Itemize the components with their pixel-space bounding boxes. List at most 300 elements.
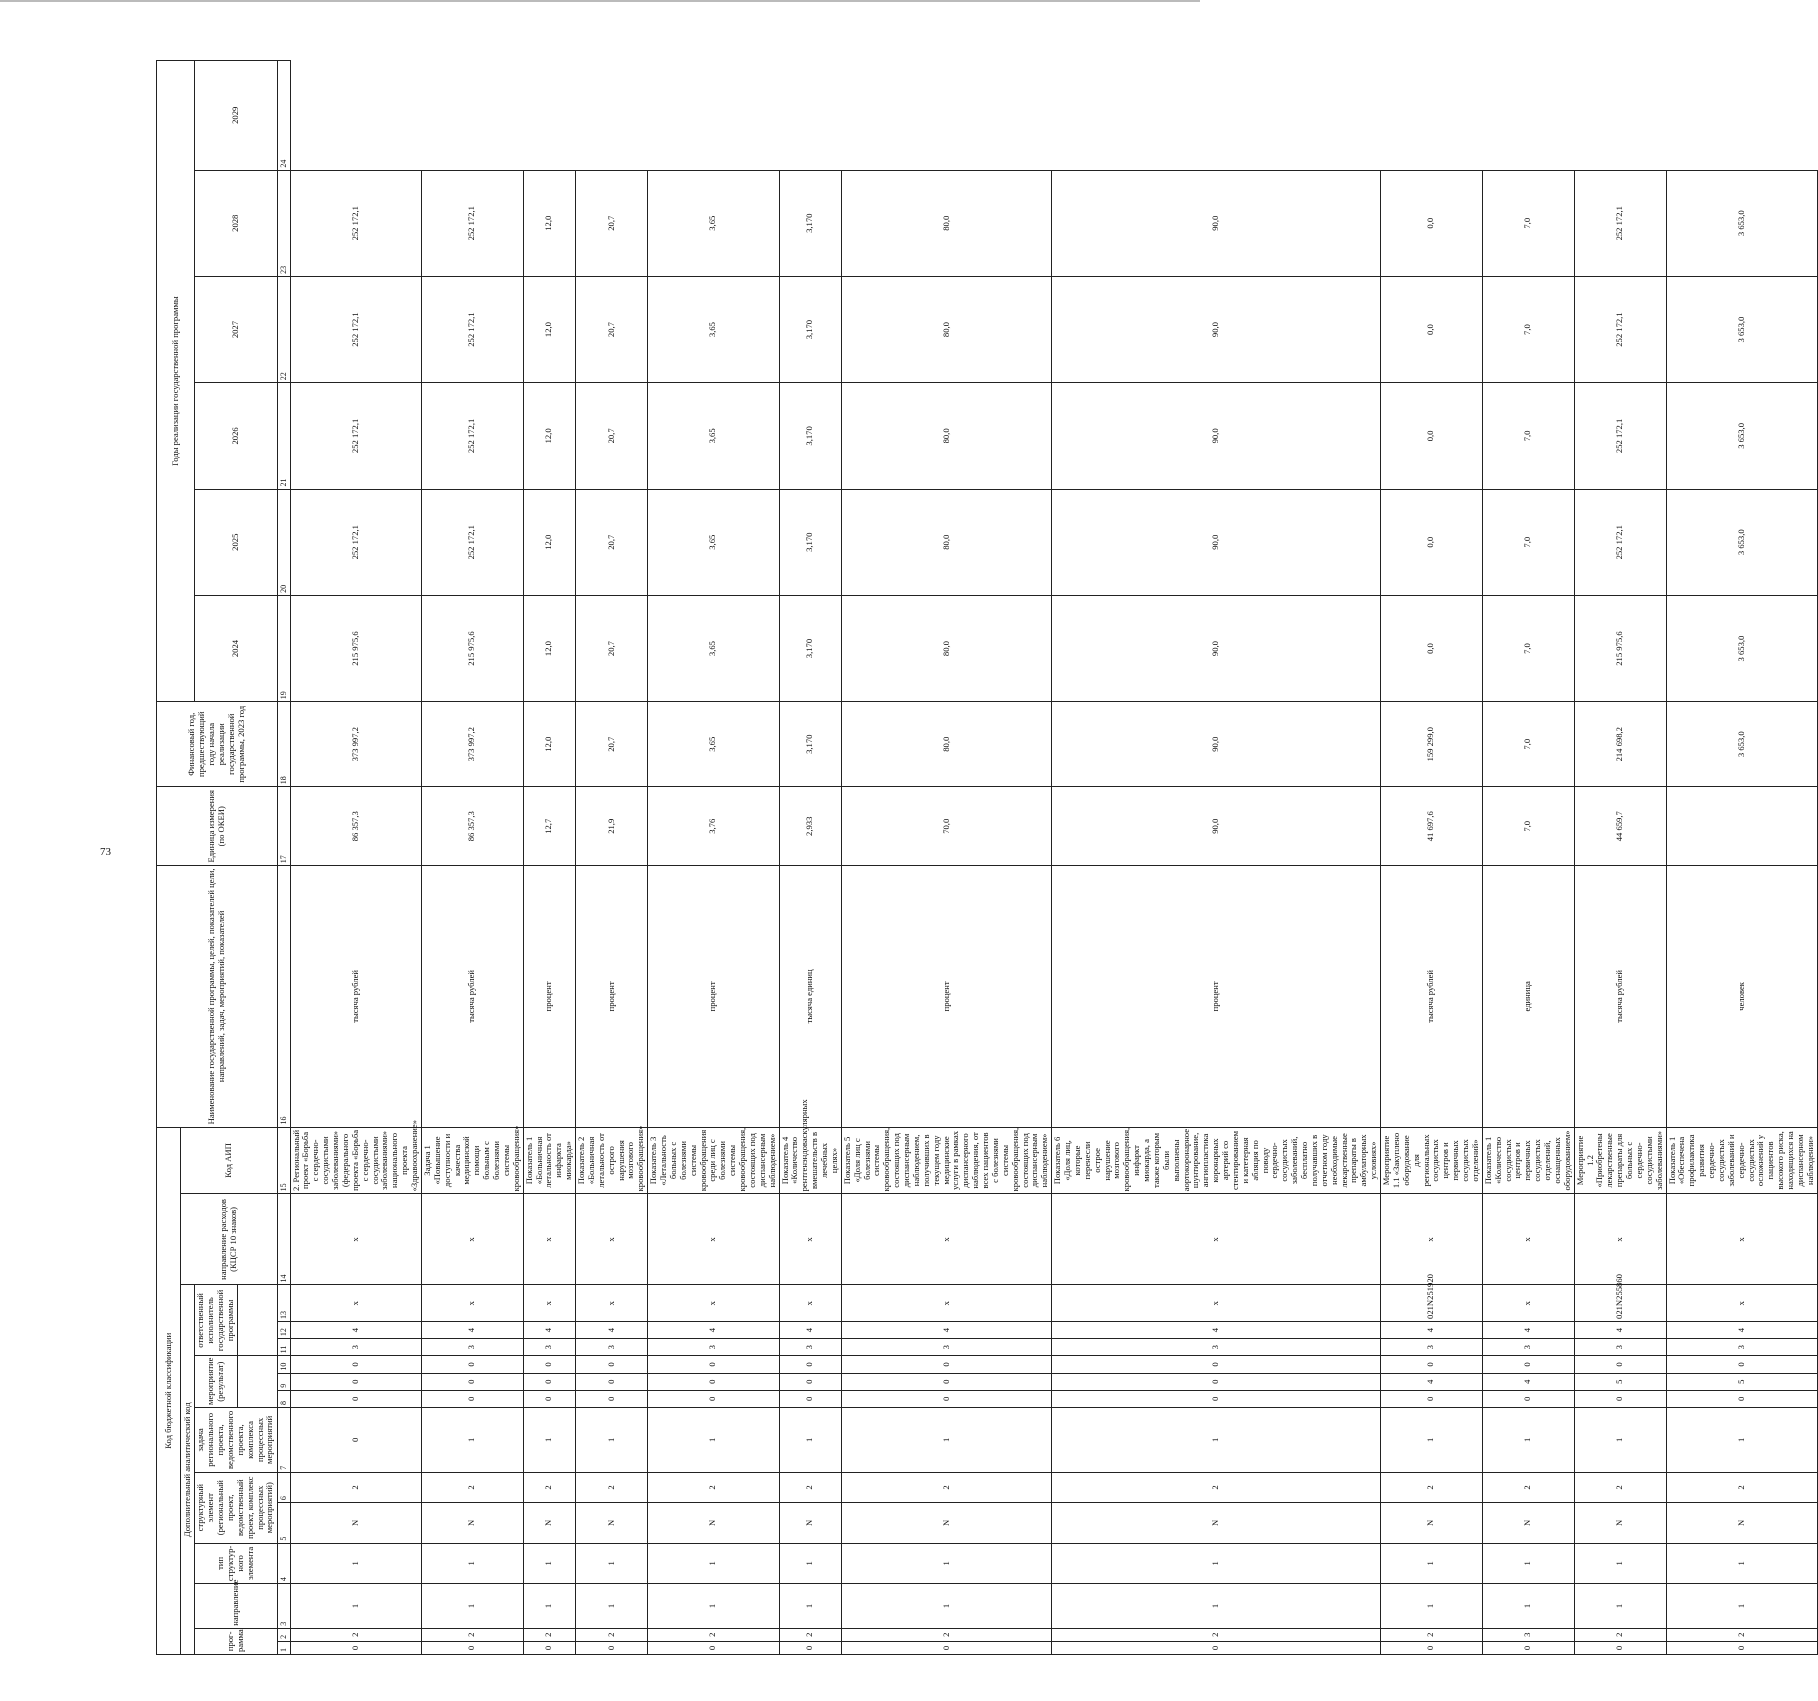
year-value-cell: 80,0	[841, 276, 1051, 382]
table-row	[290, 61, 421, 1655]
code-cell: 1	[841, 1543, 1051, 1584]
column-number: 22	[277, 276, 290, 382]
program-indicators-table	[156, 60, 1818, 1655]
code-cell: 1	[1482, 1543, 1574, 1584]
fin-year-value-cell	[1666, 787, 1817, 866]
code-cell: 0	[779, 1356, 841, 1373]
code-cell: 4	[576, 1321, 648, 1338]
code-cell: 0	[421, 1390, 523, 1407]
code-cell: 0	[779, 1390, 841, 1407]
year-value-cell: 12,0	[523, 276, 575, 382]
year-value-cell: 3,65	[648, 276, 779, 382]
task-header: задача регионального проекта, ведомственного проекта, комплекса процессных мероприятий	[195, 1407, 278, 1472]
fin-year-value-cell: 7,0	[1482, 787, 1574, 866]
rotated-table-container	[156, 60, 1815, 1655]
unit-cell: процент	[648, 866, 779, 1127]
year-value-cell: 90,0	[1052, 276, 1381, 382]
year-value-cell: 12,0	[523, 702, 575, 787]
unit-cell: тысяча рублей	[421, 866, 523, 1127]
code-cell: 3	[1482, 1339, 1574, 1356]
code-cell: 1	[576, 1584, 648, 1629]
column-number: 23	[277, 170, 290, 276]
code-cell: 1	[648, 1407, 779, 1472]
code-cell: 3	[523, 1339, 575, 1356]
code-cell: N	[1574, 1503, 1666, 1544]
code-cell: N	[523, 1503, 575, 1544]
code-cell: х	[648, 1194, 779, 1285]
code-cell: 3	[1482, 1628, 1574, 1641]
code-cell: 0	[576, 1356, 648, 1373]
unit-header: Единица измерения (по ОКЕИ)	[157, 787, 278, 866]
code-cell: 1	[576, 1543, 648, 1584]
year-value-cell: 214 698,2	[1574, 702, 1666, 787]
fin-year-value-cell: 12,7	[523, 787, 575, 866]
unit-cell: процент	[576, 866, 648, 1127]
code-cell: 0	[1381, 1641, 1483, 1654]
column-number: 21	[277, 383, 290, 489]
year-value-cell: 7,0	[1482, 383, 1574, 489]
code-cell: х	[1666, 1285, 1817, 1321]
column-number: 12	[277, 1321, 290, 1338]
year-value-cell: 0,0	[1381, 170, 1483, 276]
year-value-cell: 80,0	[841, 170, 1051, 276]
code-cell: 0	[779, 1373, 841, 1390]
year-value-cell: 20,7	[576, 383, 648, 489]
code-cell: 3	[290, 1339, 421, 1356]
year-value-cell: 7,0	[1482, 170, 1574, 276]
code-cell: 4	[1666, 1321, 1817, 1338]
indicator-name-cell: Показатель 1 «Обеспечена профилактика развития сердечно-сосудистых заболеваний и сердечно-сосудистых осложнений у пациентов высокого риска, находящихся на диспансерном наблюдении»	[1666, 1127, 1817, 1194]
year-value-cell: 252 172,1	[421, 383, 523, 489]
code-cell: 2	[1381, 1628, 1483, 1641]
year-value-cell: 0,0	[1381, 276, 1483, 382]
table-row	[841, 61, 1051, 1655]
executor-header: ответственный исполнитель государственной программы	[195, 1285, 238, 1356]
code-cell: 1	[523, 1407, 575, 1472]
code-cell: N	[576, 1503, 648, 1544]
code-cell: 0	[1482, 1641, 1574, 1654]
year-value-cell: 3,170	[779, 595, 841, 701]
code-cell: 4	[1381, 1373, 1483, 1390]
code-cell: N	[1381, 1503, 1483, 1544]
year-value-cell: 12,0	[523, 595, 575, 701]
column-number: 6	[277, 1472, 290, 1502]
year-value-cell: 215 975,6	[421, 595, 523, 701]
code-cell: 0	[1052, 1356, 1381, 1373]
table-body	[277, 61, 1817, 1655]
table-row	[1381, 61, 1483, 1655]
year-2027-header: 2027	[195, 276, 278, 382]
column-number: 9	[277, 1373, 290, 1390]
code-cell: 1	[1574, 1543, 1666, 1584]
code-cell: х	[1052, 1285, 1381, 1321]
code-cell: 1	[779, 1584, 841, 1629]
year-value-cell: 3,170	[779, 489, 841, 595]
code-cell: 2	[1574, 1472, 1666, 1502]
code-cell: 1	[523, 1543, 575, 1584]
code-cell: 5	[1574, 1373, 1666, 1390]
year-value-cell: 159 299,0	[1381, 702, 1483, 787]
table-row	[648, 61, 779, 1655]
code-cell: 2	[576, 1472, 648, 1502]
code-cell: 0	[523, 1641, 575, 1654]
code-cell: х	[523, 1194, 575, 1285]
code-cell: 1	[1666, 1584, 1817, 1629]
year-value-cell: 7,0	[1482, 595, 1574, 701]
year-value-cell: 20,7	[576, 702, 648, 787]
code-cell: 0	[523, 1390, 575, 1407]
code-cell: 2	[421, 1472, 523, 1502]
code-cell: 0	[421, 1356, 523, 1373]
code-cell: 1	[1052, 1584, 1381, 1629]
executor-subheader-spacer	[237, 1285, 277, 1356]
code-cell: 0	[1666, 1356, 1817, 1373]
code-cell: 2	[290, 1472, 421, 1502]
code-cell: 4	[1052, 1321, 1381, 1338]
program-header: прог-рамма	[195, 1628, 278, 1654]
code-cell: 1	[1381, 1543, 1483, 1584]
code-cell: 1	[523, 1584, 575, 1629]
indicator-name-cell: Показатель 6 «Доля лиц, которые перенесли острое нарушение мозгового кровообращения, инфаркт миокарда, а также которым были выполнены аортокоронарное шунтирование, ангиопластика коронарных артерий со стентированием и катетерная абляция по поводу сердечно-сосудистых заболеваний, бесплатно получавших в отчетном году необходимые лекарственные препараты в амбулаторных условиях»	[1052, 1127, 1381, 1194]
code-cell: х	[523, 1285, 575, 1321]
year-value-cell: 0,0	[1381, 383, 1483, 489]
code-cell: 0	[1666, 1641, 1817, 1654]
table-row	[1482, 61, 1574, 1655]
code-cell: 2	[1574, 1628, 1666, 1641]
code-cell: 2	[523, 1472, 575, 1502]
year-value-cell: 90,0	[1052, 383, 1381, 489]
year-value-cell: 3 653,0	[1666, 383, 1817, 489]
code-cell: 0	[1574, 1390, 1666, 1407]
table-row	[523, 61, 575, 1655]
year-value-cell: 3,170	[779, 702, 841, 787]
code-cell: 0	[421, 1641, 523, 1654]
code-cell: 2	[648, 1628, 779, 1641]
code-cell: 1	[421, 1584, 523, 1629]
year-value-cell: 80,0	[841, 595, 1051, 701]
year-value-cell: 252 172,1	[290, 383, 421, 489]
year-value-cell: 373 997,2	[421, 702, 523, 787]
column-number: 8	[277, 1390, 290, 1407]
year-value-cell: 12,0	[523, 489, 575, 595]
code-cell: N	[648, 1503, 779, 1544]
code-cell: 1	[421, 1543, 523, 1584]
code-cell: 0	[1381, 1390, 1483, 1407]
year-value-cell: 252 172,1	[1574, 489, 1666, 595]
column-number-row	[277, 61, 290, 1655]
code-cell: 0	[523, 1373, 575, 1390]
code-cell: 1	[576, 1407, 648, 1472]
code-cell: 1	[1381, 1407, 1483, 1472]
code-cell: х	[576, 1194, 648, 1285]
code-cell: 3	[1052, 1339, 1381, 1356]
code-cell: 1	[1052, 1407, 1381, 1472]
code-cell: 0	[523, 1356, 575, 1373]
year-value-cell: 7,0	[1482, 702, 1574, 787]
year-value-cell: 215 975,6	[1574, 595, 1666, 701]
code-cell: 1	[1574, 1407, 1666, 1472]
code-cell: 3	[1381, 1339, 1483, 1356]
column-number: 15	[277, 1127, 290, 1194]
code-cell: 2	[841, 1472, 1051, 1502]
page-top-edge	[0, 0, 1200, 2]
direction-header: направление	[195, 1584, 278, 1629]
code-cell: N	[1482, 1503, 1574, 1544]
code-cell: 0	[1381, 1356, 1483, 1373]
aip-code-header: Код АИП	[181, 1127, 278, 1194]
year-value-cell: 252 172,1	[421, 276, 523, 382]
table-row	[576, 61, 648, 1655]
year-value-cell: 7,0	[1482, 276, 1574, 382]
code-cell: 4	[779, 1321, 841, 1338]
code-cell: 2	[779, 1628, 841, 1641]
code-cell: 2	[1666, 1472, 1817, 1502]
code-cell: 4	[841, 1321, 1051, 1338]
table-row	[421, 61, 523, 1655]
fin-year-value-cell: 21,9	[576, 787, 648, 866]
code-cell: 0	[576, 1373, 648, 1390]
unit-cell: тысяча рублей	[1381, 866, 1483, 1127]
year-value-cell: 3 653,0	[1666, 595, 1817, 701]
code-cell: 4	[1482, 1321, 1574, 1338]
year-value-cell: 12,0	[523, 170, 575, 276]
code-cell: 4	[523, 1321, 575, 1338]
column-number: 11	[277, 1339, 290, 1356]
code-cell: 0	[1052, 1641, 1381, 1654]
code-cell: 0	[1052, 1390, 1381, 1407]
code-cell: N	[841, 1503, 1051, 1544]
code-cell: 1	[1574, 1584, 1666, 1629]
fin-year-value-cell: 41 697,6	[1381, 787, 1483, 866]
column-number: 4	[277, 1543, 290, 1584]
code-cell: 3	[648, 1339, 779, 1356]
year-value-cell: 252 172,1	[421, 170, 523, 276]
code-cell: х	[421, 1285, 523, 1321]
year-value-cell: 3,170	[779, 383, 841, 489]
code-cell: х	[1482, 1194, 1574, 1285]
year-value-cell: 7,0	[1482, 489, 1574, 595]
code-cell: 021N251920	[1381, 1285, 1483, 1321]
indicator-name-cell: Показатель 1 «Больничная летальность от инфаркта миокарда»	[523, 1127, 575, 1194]
year-2026-header: 2026	[195, 383, 278, 489]
code-cell: 0	[576, 1641, 648, 1654]
code-cell: х	[421, 1194, 523, 1285]
code-cell: х	[1381, 1194, 1483, 1285]
expense-direction-header: направление расходов (КЦСР 10 знаков)	[181, 1194, 278, 1285]
code-cell: 2	[1666, 1628, 1817, 1641]
code-cell: 1	[1666, 1543, 1817, 1584]
code-cell: х	[1482, 1285, 1574, 1321]
year-value-cell: 3 653,0	[1666, 489, 1817, 595]
column-number: 5	[277, 1503, 290, 1544]
code-cell: 3	[576, 1339, 648, 1356]
code-cell: 1	[421, 1407, 523, 1472]
year-value-cell: 3 653,0	[1666, 170, 1817, 276]
column-number: 18	[277, 702, 290, 787]
unit-cell: процент	[841, 866, 1051, 1127]
year-value-cell: 3,170	[779, 276, 841, 382]
column-number: 19	[277, 595, 290, 701]
year-2028-header: 2028	[195, 170, 278, 276]
code-cell: 3	[1666, 1339, 1817, 1356]
code-cell: 2	[576, 1628, 648, 1641]
code-cell: 4	[290, 1321, 421, 1338]
year-value-cell: 20,7	[576, 276, 648, 382]
year-value-cell: 90,0	[1052, 170, 1381, 276]
code-cell: 1	[779, 1543, 841, 1584]
code-cell: х	[1666, 1194, 1817, 1285]
years-group-header: Годы реализации государственной программы	[157, 61, 195, 702]
code-cell: 0	[1666, 1390, 1817, 1407]
column-number: 2	[277, 1628, 290, 1641]
code-cell: 1	[1381, 1584, 1483, 1629]
code-cell: 0	[290, 1407, 421, 1472]
year-value-cell: 12,0	[523, 383, 575, 489]
code-cell: 0	[1052, 1373, 1381, 1390]
table-row	[779, 61, 841, 1655]
code-cell: 0	[841, 1373, 1051, 1390]
year-value-cell: 3 653,0	[1666, 276, 1817, 382]
year-value-cell: 3,65	[648, 170, 779, 276]
year-value-cell: 90,0	[1052, 489, 1381, 595]
year-value-cell: 80,0	[841, 489, 1051, 595]
unit-cell: тысяча рублей	[290, 866, 421, 1127]
year-value-cell: 3,65	[648, 489, 779, 595]
year-value-cell: 252 172,1	[1574, 383, 1666, 489]
year-value-cell: 3,170	[779, 170, 841, 276]
code-cell: 0	[648, 1356, 779, 1373]
fin-year-value-cell: 44 659,7	[1574, 787, 1666, 866]
column-number: 17	[277, 787, 290, 866]
year-value-cell: 20,7	[576, 595, 648, 701]
code-cell: х	[779, 1194, 841, 1285]
indicator-name-cell: 2. Региональный проект «Борьба с сердечно-сосудистыми заболеваниями» (федерального проекта «Борьба с сердечно-сосудистыми заболеваниями» национального проекта «Здравоохранение»	[290, 1127, 421, 1194]
code-cell: 0	[648, 1373, 779, 1390]
code-cell: 0	[1482, 1356, 1574, 1373]
code-cell: 1	[648, 1584, 779, 1629]
unit-cell: единица	[1482, 866, 1574, 1127]
code-cell: 2	[648, 1472, 779, 1502]
code-cell: 0	[648, 1641, 779, 1654]
code-cell: х	[841, 1194, 1051, 1285]
code-cell: 0	[576, 1390, 648, 1407]
year-value-cell: 3,65	[648, 595, 779, 701]
code-cell: 2	[1052, 1628, 1381, 1641]
fin-year-value-cell: 90,0	[1052, 787, 1381, 866]
indicator-name-cell: Задача 1 «Повышение доступности и качества медицинской помощи больным с болезнями системы кровообращения»	[421, 1127, 523, 1194]
additional-code-header: Дополнительный аналитический код	[181, 1285, 195, 1655]
year-value-cell: 252 172,1	[290, 276, 421, 382]
year-value-cell: 3 653,0	[1666, 702, 1817, 787]
code-cell: х	[290, 1285, 421, 1321]
code-cell: 0	[290, 1356, 421, 1373]
year-value-cell: 90,0	[1052, 595, 1381, 701]
table-row	[1052, 61, 1381, 1655]
year-value-cell: 252 172,1	[421, 489, 523, 595]
code-cell: х	[841, 1285, 1051, 1321]
column-number: 3	[277, 1584, 290, 1629]
code-cell: 5	[1666, 1373, 1817, 1390]
year-value-cell: 90,0	[1052, 702, 1381, 787]
code-cell: 4	[1482, 1373, 1574, 1390]
year-value-cell: 215 975,6	[290, 595, 421, 701]
code-cell: 0	[841, 1641, 1051, 1654]
table-row	[1666, 61, 1817, 1655]
code-cell: 3	[841, 1339, 1051, 1356]
code-cell: 0	[841, 1390, 1051, 1407]
year-value-cell: 3,65	[648, 702, 779, 787]
year-value-cell: 0,0	[1381, 489, 1483, 595]
code-cell: 2	[841, 1628, 1051, 1641]
indicator-name-cell: Показатель 1 «Количество сосудистых центров и первичных сосудистых отделений, оснащенных оборудованием»	[1482, 1127, 1574, 1194]
code-cell: 4	[1574, 1321, 1666, 1338]
year-value-cell: 252 172,1	[1574, 170, 1666, 276]
code-cell: 0	[779, 1641, 841, 1654]
code-cell: N	[1666, 1503, 1817, 1544]
code-cell: 021N255860	[1574, 1285, 1666, 1321]
year-value-cell: 252 172,1	[1574, 276, 1666, 382]
event-subheader-spacer	[237, 1356, 277, 1408]
column-number: 10	[277, 1356, 290, 1373]
indicator-name-cell: Показатель 5 «Доля лиц с болезнями системы кровообращения, состоящих под диспансерным наблюдением, получивших в текущем году медицинские услуги в рамках диспансерного наблюдения, от всех пациентов с болезнями системы кровообращения, состоящих под диспансерным наблюдением»	[841, 1127, 1051, 1194]
year-value-cell: 20,7	[576, 489, 648, 595]
code-cell: х	[779, 1285, 841, 1321]
year-2025-header: 2025	[195, 489, 278, 595]
code-cell: 4	[648, 1321, 779, 1338]
indicator-name-cell: Показатель 2 «Больничная летальность от острого нарушения мозгового кровообращения»	[576, 1127, 648, 1194]
fin-year-value-cell: 70,0	[841, 787, 1051, 866]
unit-cell: тысяча рублей	[1574, 866, 1666, 1127]
column-number: 14	[277, 1194, 290, 1285]
column-number: 20	[277, 489, 290, 595]
unit-cell: человек	[1666, 866, 1817, 1127]
table-row	[1574, 61, 1666, 1655]
code-cell: 0	[841, 1356, 1051, 1373]
page-number: 73	[100, 846, 111, 858]
unit-cell: процент	[1052, 866, 1381, 1127]
code-cell: 1	[841, 1407, 1051, 1472]
code-cell: N	[779, 1503, 841, 1544]
code-cell: 1	[1482, 1407, 1574, 1472]
year-value-cell: 373 997,2	[290, 702, 421, 787]
code-cell: 4	[421, 1321, 523, 1338]
column-number: 1	[277, 1641, 290, 1654]
structural-element-header: структурный элемент (региональный проект, ведомственный проект, комплекс процессных мероприятий)	[195, 1472, 278, 1543]
unit-cell: процент	[523, 866, 575, 1127]
year-value-cell: 3,65	[648, 383, 779, 489]
fin-year-value-cell: 86 357,3	[290, 787, 421, 866]
column-number: 13	[277, 1285, 290, 1321]
code-cell: 0	[648, 1390, 779, 1407]
code-cell: х	[1052, 1194, 1381, 1285]
code-cell: 0	[421, 1373, 523, 1390]
code-cell: 1	[1666, 1407, 1817, 1472]
code-cell: х	[290, 1194, 421, 1285]
indicator-name-cell: Показатель 4 «Количество рентгенэндоваскулярных вмешательств в лечебных целях»	[779, 1127, 841, 1194]
column-number: 7	[277, 1407, 290, 1472]
fin-year-value-cell: 3,76	[648, 787, 779, 866]
code-cell: 3	[421, 1339, 523, 1356]
code-cell: х	[648, 1285, 779, 1321]
year-value-cell: 252 172,1	[290, 170, 421, 276]
code-cell: 2	[1381, 1472, 1483, 1502]
code-cell: 1	[290, 1584, 421, 1629]
code-cell: 1	[648, 1543, 779, 1584]
code-cell: 3	[1574, 1339, 1666, 1356]
code-cell: 2	[779, 1472, 841, 1502]
year-2024-header: 2024	[195, 595, 278, 701]
code-cell: 0	[290, 1390, 421, 1407]
